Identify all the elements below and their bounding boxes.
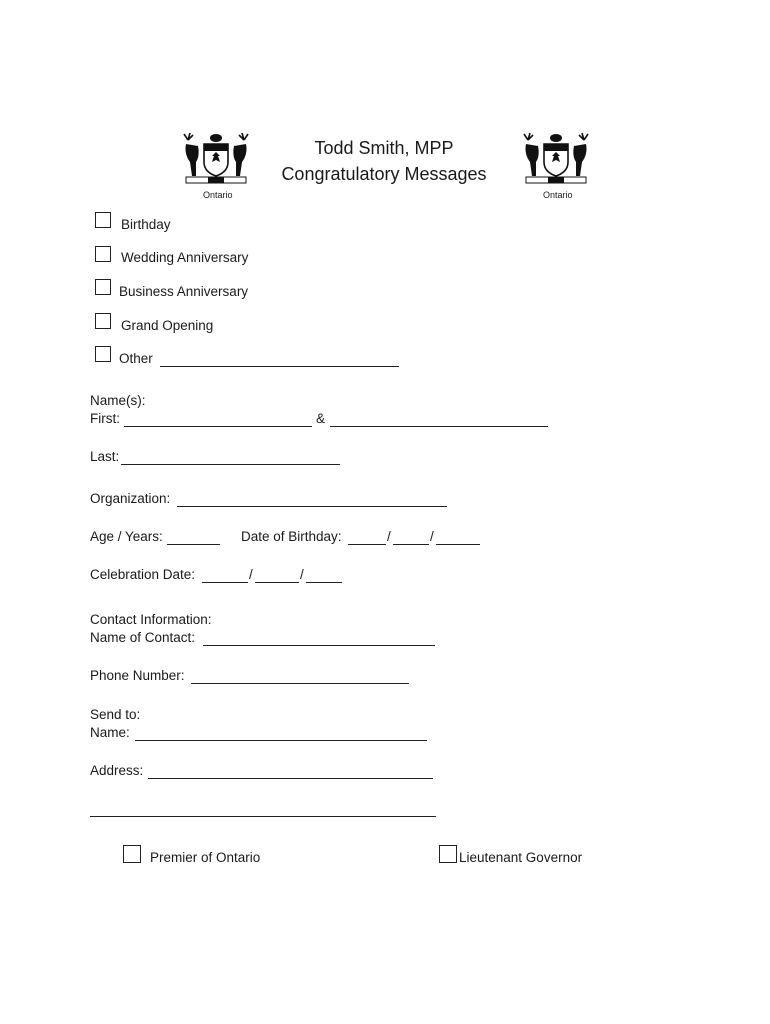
ampersand-label: &	[316, 411, 326, 426]
lieutenant-governor-label: Lieutenant Governor	[459, 850, 583, 865]
celebration-date-label: Celebration Date:	[90, 567, 196, 582]
dob-sep-2: /	[430, 529, 434, 544]
premier-checkbox[interactable]	[123, 845, 141, 863]
business-anniversary-checkbox[interactable]	[95, 279, 111, 295]
celebration-year-field[interactable]	[306, 582, 342, 583]
first-name-label: First:	[90, 411, 120, 426]
page-title	[254, 135, 514, 187]
ontario-crest-left	[182, 132, 250, 188]
send-name-field[interactable]	[135, 740, 427, 741]
title-line-1: Todd Smith, MPP	[314, 138, 454, 158]
grand-opening-label: Grand Opening	[121, 318, 214, 333]
dob-day-field[interactable]	[348, 544, 386, 545]
wedding-anniversary-checkbox[interactable]	[95, 246, 111, 262]
dob-month-field[interactable]	[393, 544, 429, 545]
first-name-field-1[interactable]	[124, 426, 312, 427]
ontario-crest-right	[522, 132, 590, 188]
birthday-label: Birthday	[121, 217, 171, 232]
other-checkbox[interactable]	[95, 346, 111, 362]
title-line-2: Congratulatory Messages	[281, 164, 487, 184]
first-name-field-2[interactable]	[330, 426, 548, 427]
age-label: Age / Years:	[90, 529, 163, 544]
contact-name-field[interactable]	[203, 645, 435, 646]
organization-field[interactable]	[177, 506, 447, 507]
send-to-heading: Send to:	[90, 707, 141, 722]
address-label: Address:	[90, 763, 144, 778]
lieutenant-governor-checkbox[interactable]	[439, 845, 457, 863]
other-field[interactable]	[160, 366, 399, 367]
other-label: Other	[119, 351, 153, 366]
ontario-coat-of-arms-icon	[522, 132, 590, 188]
names-heading: Name(s):	[90, 393, 146, 408]
send-name-label: Name:	[90, 725, 130, 740]
dob-year-field[interactable]	[436, 544, 480, 545]
phone-field[interactable]	[191, 683, 409, 684]
crest-caption-left: Ontario	[203, 190, 233, 200]
premier-label: Premier of Ontario	[150, 850, 261, 865]
address-field-1[interactable]	[148, 778, 433, 779]
ontario-coat-of-arms-icon	[182, 132, 250, 188]
wedding-anniversary-label: Wedding Anniversary	[121, 250, 249, 265]
dob-sep-1: /	[387, 529, 391, 544]
contact-heading: Contact Information:	[90, 612, 212, 627]
organization-label: Organization:	[90, 491, 171, 506]
contact-name-label: Name of Contact:	[90, 630, 196, 645]
last-name-field[interactable]	[121, 464, 340, 465]
celebration-sep-2: /	[300, 567, 304, 582]
celebration-month-field[interactable]	[255, 582, 299, 583]
birthday-checkbox[interactable]	[95, 212, 111, 228]
celebration-sep-1: /	[249, 567, 253, 582]
last-name-label: Last:	[90, 449, 120, 464]
age-field[interactable]	[167, 544, 220, 545]
phone-label: Phone Number:	[90, 668, 185, 683]
crest-caption-right: Ontario	[543, 190, 573, 200]
address-field-2[interactable]	[90, 816, 436, 817]
celebration-day-field[interactable]	[202, 582, 248, 583]
grand-opening-checkbox[interactable]	[95, 313, 111, 329]
dob-label: Date of Birthday:	[241, 529, 342, 544]
business-anniversary-label: Business Anniversary	[119, 284, 249, 299]
